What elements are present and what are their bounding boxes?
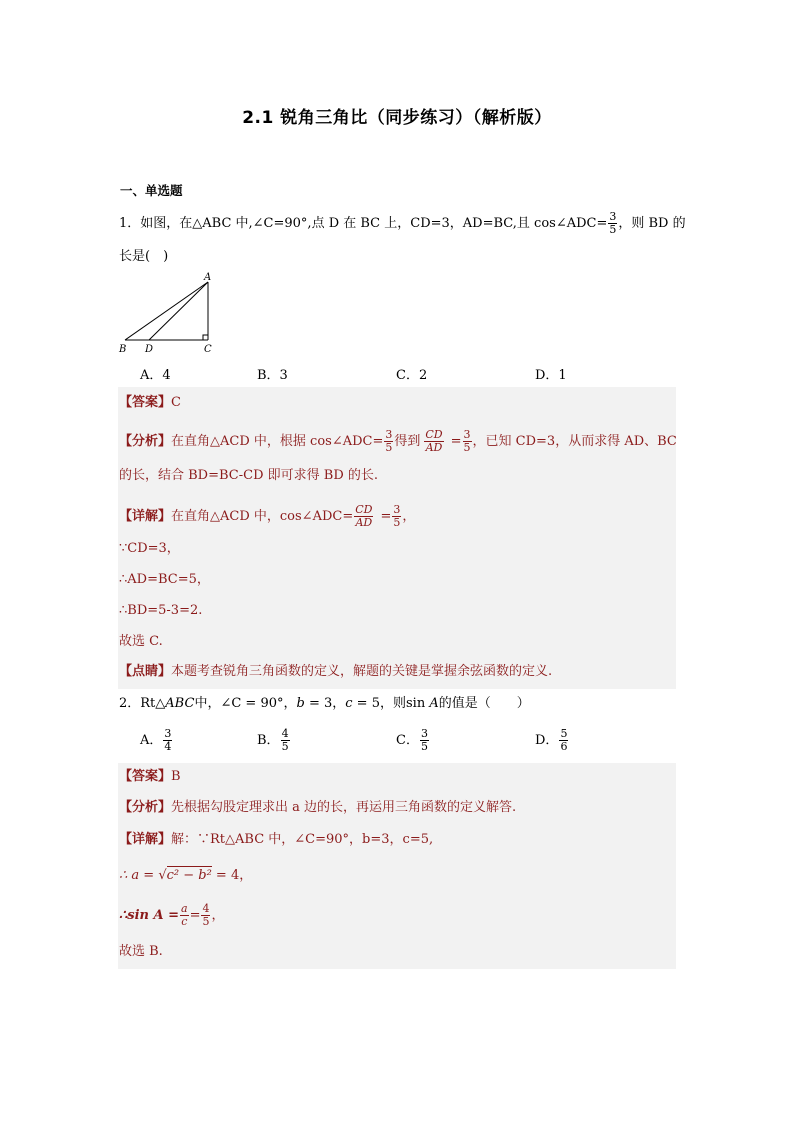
- equals-sign: =: [380, 509, 392, 524]
- q2-detail-sin: [119, 903, 225, 928]
- q1-option-c[interactable]: C．2: [396, 368, 428, 383]
- triangle-symbol: △: [155, 696, 166, 711]
- detail-text: 解：∵Rt△ABC 中，∠C=90°，b=3，c=5,: [171, 832, 434, 847]
- triangle-name: ABC: [165, 696, 195, 711]
- q1-stem: [119, 211, 686, 236]
- analysis-fraction-3: [463, 429, 472, 454]
- q2-final: 故选 B.: [119, 944, 163, 959]
- q2-b-value: = 3，: [304, 696, 346, 711]
- q2-stem: [119, 695, 530, 713]
- answer-tag: 【答案】: [119, 395, 172, 410]
- detail-tag: 【详解】: [119, 509, 172, 524]
- sqrt-icon: √: [158, 868, 167, 883]
- q2-option-c[interactable]: [396, 728, 430, 753]
- comment-text: 本题考查锐角三角函数的定义，解题的关键是掌握余弦函数的定义.: [171, 664, 553, 679]
- q1-detail-line-3: ∴BD=5-3=2.: [119, 603, 203, 618]
- analysis-text: ，已知 CD=3，从而求得 AD、BC: [472, 434, 677, 449]
- analysis-tag: 【分析】: [119, 434, 172, 449]
- detail-tag: 【详解】: [119, 832, 172, 847]
- sin-fraction-1: [180, 903, 189, 928]
- q2-detail: [119, 831, 433, 849]
- frac-denominator: 5: [393, 516, 401, 529]
- answer-tag: 【答案】: [119, 769, 172, 784]
- frac-numerator: 4: [281, 727, 289, 740]
- q2-option-d[interactable]: [535, 728, 569, 753]
- frac-numerator: 3: [609, 210, 617, 223]
- frac-numerator: CD: [425, 428, 443, 441]
- frac-numerator: CD: [355, 503, 373, 516]
- var-a: A: [429, 696, 439, 711]
- sin-prefix: ∴sin A =: [119, 908, 180, 923]
- label-d: D: [145, 344, 154, 355]
- analysis-text: 得到: [394, 434, 421, 449]
- label-c: C: [204, 344, 212, 355]
- var-c: c: [345, 696, 353, 711]
- q1-detail-line-4: 故选 C.: [119, 634, 163, 649]
- q2-detail-sqrt: [119, 867, 252, 885]
- q2-c-value: = 5，则: [352, 696, 406, 711]
- option-label: A．: [140, 733, 163, 748]
- answer-value: C: [171, 395, 181, 410]
- frac-denominator: 4: [164, 740, 172, 753]
- q2-number: 2．Rt: [119, 696, 156, 711]
- analysis-fraction-2: [424, 429, 443, 454]
- q2-solution-box: [118, 763, 676, 969]
- q1-solution-box: [118, 387, 676, 689]
- q1-stem-cont: 长是( ): [119, 249, 169, 264]
- equals-sign: =: [189, 908, 201, 923]
- q2-angle: ∠C = 90°，: [220, 696, 297, 711]
- frac-denominator: 5: [609, 223, 617, 236]
- q1-answer: [119, 394, 181, 412]
- frac-denominator: 6: [560, 740, 568, 753]
- q2-text-end: 的值是（ ）: [438, 696, 530, 711]
- frac-numerator: 3: [420, 727, 428, 740]
- frac-denominator: 5: [281, 740, 289, 753]
- sqrt-body: c² − b²: [166, 868, 212, 883]
- detail-fraction-2: [392, 504, 401, 529]
- frac-numerator: 5: [560, 727, 568, 740]
- q1-comment: [119, 663, 552, 681]
- q2-text: 中，: [194, 696, 221, 711]
- analysis-fraction-1: [384, 429, 393, 454]
- var-b: b: [296, 696, 305, 711]
- frac-denominator: c: [181, 915, 188, 928]
- frac-numerator: 3: [393, 503, 401, 516]
- q1-detail-line-1: ∵CD=3，: [119, 541, 180, 556]
- detail-text: 在直角△ACD 中，cos∠ADC=: [171, 509, 354, 524]
- frac-denominator: 5: [463, 441, 471, 454]
- label-a: A: [204, 272, 212, 283]
- option-label: B．: [257, 733, 280, 748]
- sin-func: sin: [405, 696, 430, 711]
- q2-analysis: [119, 799, 516, 817]
- analysis-text: 先根据勾股定理求出 a 边的长，再运用三角函数的定义解答.: [171, 800, 517, 815]
- frac-denominator: AD: [355, 516, 373, 529]
- option-label: D．: [535, 733, 559, 748]
- sqrt-suffix: = 4，: [211, 868, 253, 883]
- q1-stem-fraction: [608, 211, 617, 236]
- frac-denominator: 5: [385, 441, 393, 454]
- q1-analysis: [119, 429, 677, 454]
- page-title: 2.1 锐角三角比（同步练习）（解析版）: [242, 108, 552, 128]
- sin-suffix: ，: [211, 908, 225, 923]
- q2-option-b[interactable]: [257, 728, 291, 753]
- sqrt-prefix: ∴ a =: [119, 868, 159, 883]
- sin-fraction-2: [201, 903, 210, 928]
- frac-numerator: a: [181, 902, 188, 915]
- q1-triangle-figure: [114, 270, 219, 358]
- option-label: C．: [396, 733, 419, 748]
- frac-numerator: 3: [463, 428, 471, 441]
- frac-denominator: 5: [202, 915, 210, 928]
- analysis-text: 在直角△ACD 中，根据 cos∠ADC=: [171, 434, 384, 449]
- q2-answer: [119, 768, 181, 786]
- q1-option-a[interactable]: A．4: [140, 368, 171, 383]
- equals-sign: =: [450, 434, 462, 449]
- frac-denominator: 5: [420, 740, 428, 753]
- section-heading: 一、单选题: [120, 183, 183, 198]
- q2-option-a[interactable]: [140, 728, 173, 753]
- q1-detail: [119, 504, 415, 529]
- q1-analysis-cont: 的长，结合 BD=BC-CD 即可求得 BD 的长.: [119, 468, 379, 483]
- analysis-tag: 【分析】: [119, 800, 172, 815]
- q1-detail-line-2: ∴AD=BC=5，: [119, 572, 210, 587]
- frac-numerator: 3: [164, 727, 172, 740]
- frac-denominator: AD: [425, 441, 443, 454]
- frac-numerator: 3: [385, 428, 393, 441]
- q1-stem-text: 1．如图，在△ABC 中,∠C=90°,点 D 在 BC 上，CD=3，AD=BC,且 cos∠ADC=: [119, 216, 608, 231]
- q1-stem-text-end: ，则 BD 的: [618, 216, 686, 231]
- label-b: B: [119, 344, 127, 355]
- detail-text: ，: [402, 509, 416, 524]
- frac-numerator: 4: [202, 902, 210, 915]
- comment-tag: 【点睛】: [119, 664, 172, 679]
- detail-fraction-1: [354, 504, 373, 529]
- q1-option-d[interactable]: D．1: [535, 368, 567, 383]
- answer-value: B: [171, 769, 181, 784]
- q1-option-b[interactable]: B．3: [257, 368, 288, 383]
